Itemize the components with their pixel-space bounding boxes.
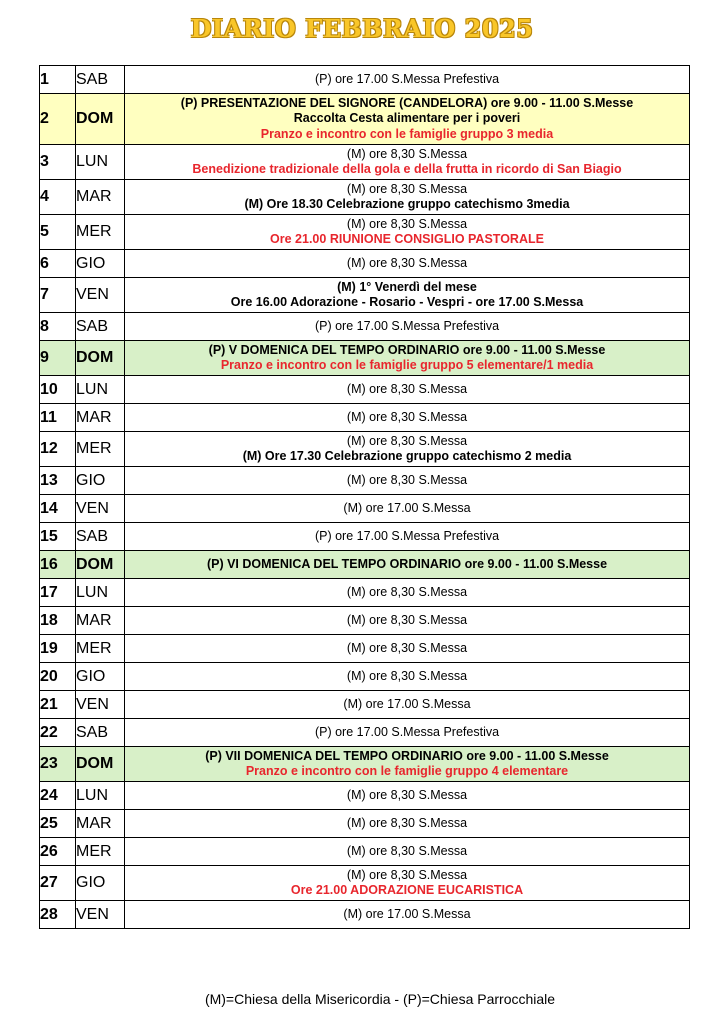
page-title: DIARIO FEBBRAIO 2025 (190, 14, 534, 43)
table-row (40, 341, 690, 376)
event-cell (125, 341, 690, 376)
legend: (M)=Chiesa della Misericordia - (P)=Chiesa Parrocchiale (204, 991, 556, 1007)
event-line: (M) ore 8,30 S.Messa (346, 867, 468, 882)
day-number: 21 (40, 691, 76, 719)
weekday: GIO (76, 866, 125, 901)
event-line: (M) ore 8,30 S.Messa (346, 181, 468, 196)
table-row (40, 66, 690, 94)
event-line: (M) Ore 18.30 Celebrazione gruppo catechismo 3media (244, 197, 570, 211)
event-line: (P) ore 17.00 S.Messa Prefestiva (314, 528, 500, 543)
table-row (40, 838, 690, 866)
weekday: VEN (76, 901, 125, 929)
event-cell (125, 432, 690, 467)
weekday: GIO (76, 250, 125, 278)
day-number: 14 (40, 495, 76, 523)
diary-table (39, 65, 690, 929)
weekday: MAR (76, 810, 125, 838)
day-number: 15 (40, 523, 76, 551)
event-cell (125, 66, 690, 94)
event-cell (125, 145, 690, 180)
weekday: LUN (76, 376, 125, 404)
event-line: (P) ore 17.00 S.Messa Prefestiva (314, 724, 500, 739)
day-number: 19 (40, 635, 76, 663)
event-cell (125, 838, 690, 866)
table-row (40, 747, 690, 782)
table-row (40, 901, 690, 929)
event-cell (125, 866, 690, 901)
event-line: Benedizione tradizionale della gola e della frutta in ricordo di San Biagio (192, 162, 622, 176)
event-line: (P) VI DOMENICA DEL TEMPO ORDINARIO ore 9.00 - 11.00 S.Messe (206, 556, 608, 571)
table-row (40, 810, 690, 838)
event-cell (125, 691, 690, 719)
event-line: (P) V DOMENICA DEL TEMPO ORDINARIO ore 9.00 - 11.00 S.Messe (208, 342, 606, 357)
event-line: Ore 16.00 Adorazione - Rosario - Vespri - ore 17.00 S.Messa (230, 295, 584, 309)
event-line: Pranzo e incontro con le famiglie gruppo 5 elementare/1 media (220, 358, 594, 372)
day-number: 9 (40, 341, 76, 376)
day-number: 3 (40, 145, 76, 180)
weekday: LUN (76, 145, 125, 180)
table-row (40, 432, 690, 467)
day-number: 25 (40, 810, 76, 838)
event-cell (125, 901, 690, 929)
table-row (40, 94, 690, 145)
table-row (40, 551, 690, 579)
day-number: 22 (40, 719, 76, 747)
table-row (40, 180, 690, 215)
event-line: (M) ore 8,30 S.Messa (346, 815, 468, 830)
table-row (40, 215, 690, 250)
weekday: MER (76, 432, 125, 467)
event-line: Pranzo e incontro con le famiglie gruppo 3 media (260, 126, 554, 141)
table-row (40, 145, 690, 180)
event-line: (M) ore 8,30 S.Messa (346, 146, 468, 161)
table-row (40, 691, 690, 719)
event-line: (M) ore 17.00 S.Messa (343, 696, 471, 711)
day-number: 28 (40, 901, 76, 929)
weekday: GIO (76, 467, 125, 495)
event-line: (M) ore 17.00 S.Messa (343, 500, 471, 515)
weekday: MER (76, 838, 125, 866)
day-number: 1 (40, 66, 76, 94)
event-cell (125, 607, 690, 635)
day-number: 8 (40, 313, 76, 341)
weekday: SAB (76, 523, 125, 551)
weekday: DOM (76, 747, 125, 782)
weekday: MAR (76, 404, 125, 432)
table-row (40, 719, 690, 747)
event-line: (M) ore 8,30 S.Messa (346, 640, 468, 655)
table-row (40, 782, 690, 810)
event-line: (P) PRESENTAZIONE DEL SIGNORE (CANDELORA) ore 9.00 - 11.00 S.Messe (180, 95, 634, 110)
table-row (40, 404, 690, 432)
event-line: (P) ore 17.00 S.Messa Prefestiva (314, 71, 500, 86)
event-cell (125, 404, 690, 432)
day-number: 17 (40, 579, 76, 607)
event-line: (M) ore 8,30 S.Messa (346, 216, 468, 231)
event-cell (125, 782, 690, 810)
table-row (40, 467, 690, 495)
event-line: Ore 21.00 RIUNIONE CONSIGLIO PASTORALE (270, 232, 544, 246)
weekday: VEN (76, 691, 125, 719)
event-line: Raccolta Cesta alimentare per i poveri (293, 111, 521, 126)
day-number: 5 (40, 215, 76, 250)
event-cell (125, 495, 690, 523)
day-number: 16 (40, 551, 76, 579)
table-row (40, 250, 690, 278)
day-number: 13 (40, 467, 76, 495)
table-row (40, 635, 690, 663)
day-number: 6 (40, 250, 76, 278)
weekday: MER (76, 635, 125, 663)
event-cell (125, 635, 690, 663)
day-number: 11 (40, 404, 76, 432)
event-line: (M) ore 8,30 S.Messa (346, 409, 468, 424)
weekday: SAB (76, 313, 125, 341)
table-row (40, 313, 690, 341)
event-line: (M) ore 8,30 S.Messa (346, 584, 468, 599)
event-line: (M) ore 8,30 S.Messa (346, 843, 468, 858)
day-number: 12 (40, 432, 76, 467)
event-line: Pranzo e incontro con le famiglie gruppo 4 elementare (245, 764, 569, 778)
event-line: (P) ore 17.00 S.Messa Prefestiva (314, 318, 500, 333)
event-cell (125, 376, 690, 404)
event-line: (M) ore 8,30 S.Messa (346, 433, 468, 448)
weekday: MAR (76, 180, 125, 215)
weekday: MER (76, 215, 125, 250)
event-cell (125, 663, 690, 691)
event-line: (M) ore 8,30 S.Messa (346, 472, 468, 487)
table-row (40, 607, 690, 635)
diary-table-body (40, 66, 690, 929)
weekday: VEN (76, 278, 125, 313)
day-number: 26 (40, 838, 76, 866)
event-line: (M) ore 17.00 S.Messa (343, 906, 471, 921)
event-cell (125, 94, 690, 145)
table-row (40, 866, 690, 901)
event-cell (125, 523, 690, 551)
weekday: SAB (76, 66, 125, 94)
weekday: LUN (76, 579, 125, 607)
table-row (40, 523, 690, 551)
weekday: SAB (76, 719, 125, 747)
weekday: LUN (76, 782, 125, 810)
day-number: 7 (40, 278, 76, 313)
event-cell (125, 551, 690, 579)
table-row (40, 495, 690, 523)
event-cell (125, 719, 690, 747)
day-number: 2 (40, 94, 76, 145)
event-cell (125, 215, 690, 250)
day-number: 23 (40, 747, 76, 782)
event-line: Ore 21.00 ADORAZIONE EUCARISTICA (290, 883, 524, 897)
event-line: (M) ore 8,30 S.Messa (346, 787, 468, 802)
day-number: 10 (40, 376, 76, 404)
day-number: 18 (40, 607, 76, 635)
event-cell (125, 250, 690, 278)
day-number: 4 (40, 180, 76, 215)
weekday: DOM (76, 94, 125, 145)
table-row (40, 278, 690, 313)
event-line: (P) VII DOMENICA DEL TEMPO ORDINARIO ore 9.00 - 11.00 S.Messe (205, 748, 609, 763)
day-number: 20 (40, 663, 76, 691)
event-cell (125, 278, 690, 313)
event-cell (125, 579, 690, 607)
event-cell (125, 180, 690, 215)
event-cell (125, 313, 690, 341)
event-line: (M) ore 8,30 S.Messa (346, 612, 468, 627)
weekday: VEN (76, 495, 125, 523)
table-row (40, 663, 690, 691)
table-row (40, 579, 690, 607)
event-line: (M) ore 8,30 S.Messa (346, 381, 468, 396)
weekday: GIO (76, 663, 125, 691)
event-line: (M) 1° Venerdì del mese (337, 279, 477, 294)
day-number: 27 (40, 866, 76, 901)
weekday: DOM (76, 551, 125, 579)
event-line: (M) Ore 17.30 Celebrazione gruppo catechismo 2 media (242, 449, 572, 463)
weekday: DOM (76, 341, 125, 376)
day-number: 24 (40, 782, 76, 810)
event-line: (M) ore 8,30 S.Messa (346, 255, 468, 270)
event-line: (M) ore 8,30 S.Messa (346, 668, 468, 683)
event-cell (125, 747, 690, 782)
event-cell (125, 467, 690, 495)
weekday: MAR (76, 607, 125, 635)
event-cell (125, 810, 690, 838)
table-row (40, 376, 690, 404)
